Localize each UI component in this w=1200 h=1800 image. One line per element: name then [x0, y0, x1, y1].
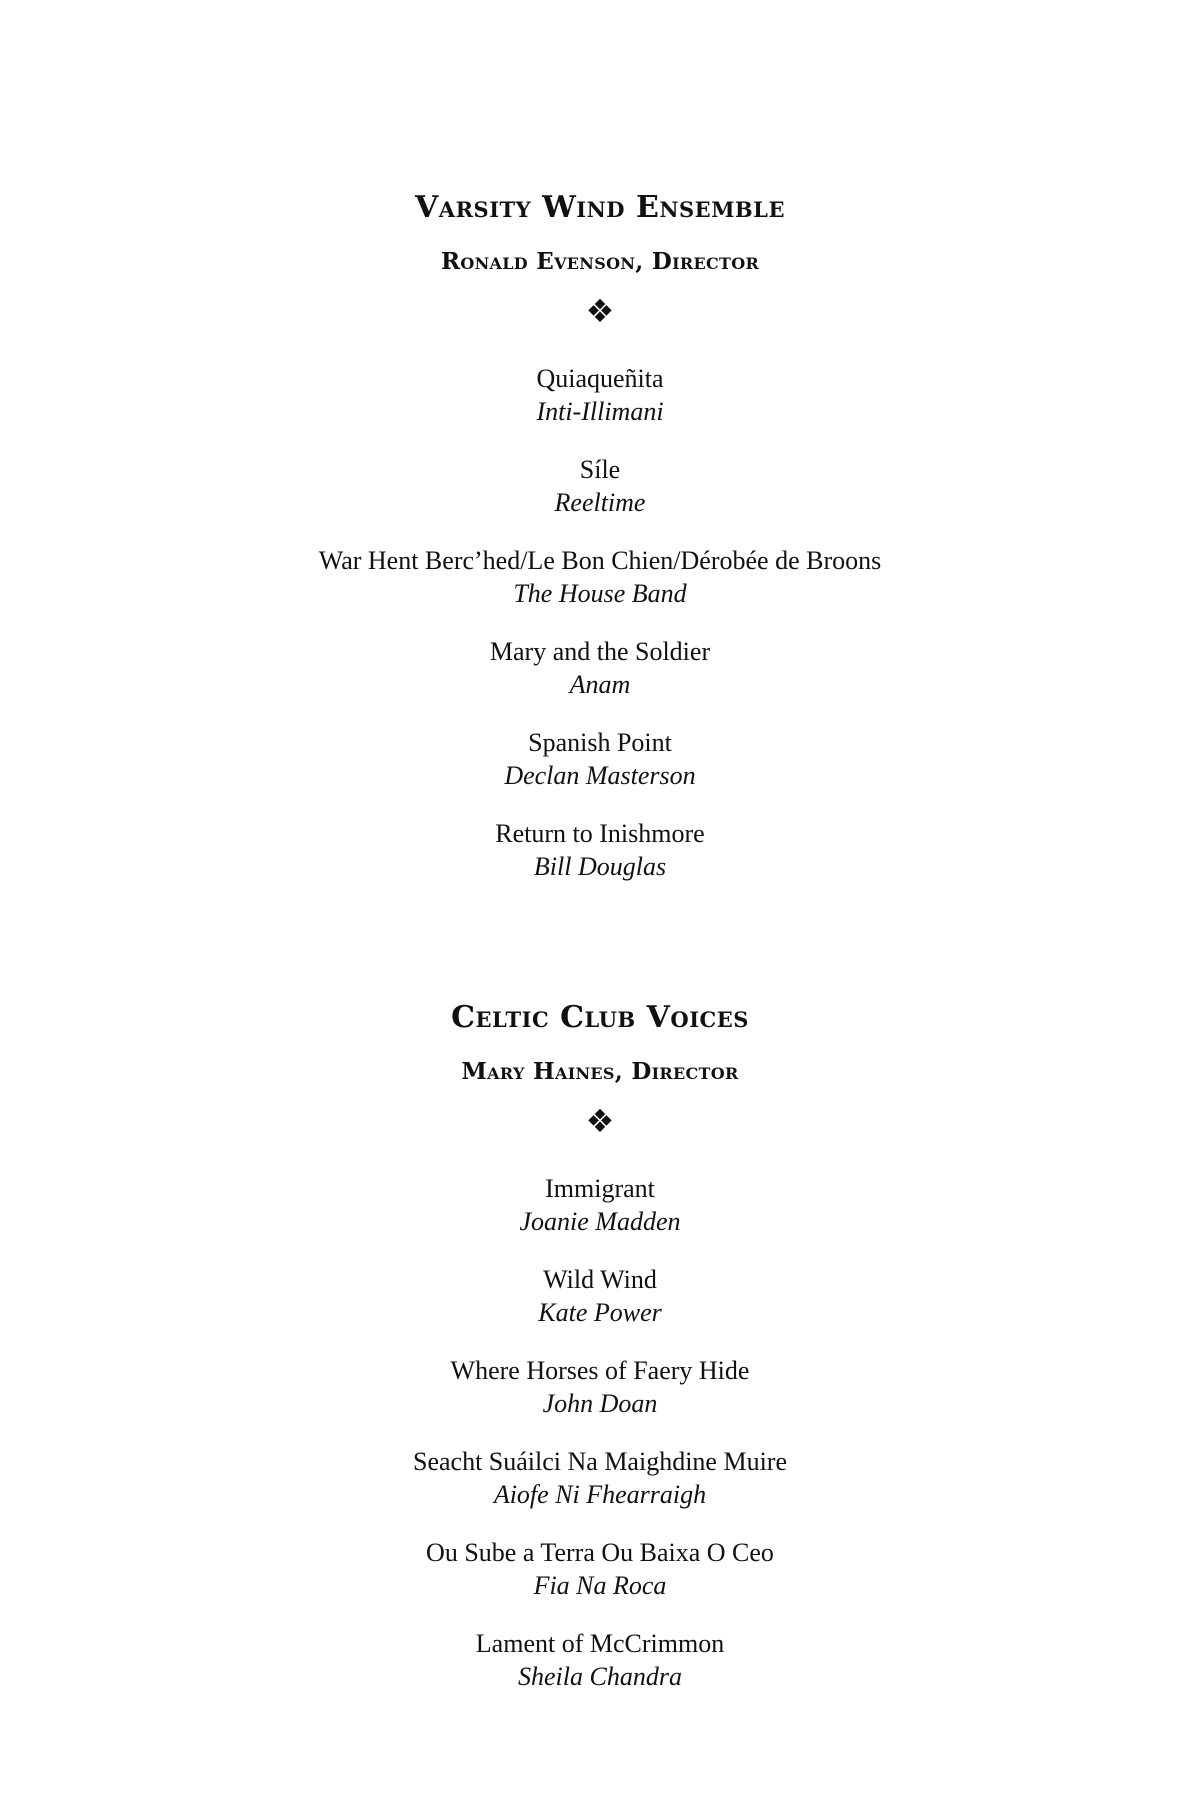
program-item: [0, 635, 1200, 701]
program-item: [0, 544, 1200, 610]
piece-composer: Joanie Madden: [519, 1207, 681, 1236]
diamond-ornament-icon: ❖: [585, 292, 615, 330]
ensemble-director: Mary Haines, Director: [461, 1058, 739, 1085]
program-item: [0, 1536, 1200, 1602]
piece-title: Lament of McCrimmon: [475, 1629, 725, 1658]
diamond-ornament-icon: ❖: [585, 1102, 615, 1140]
piece-title: Wild Wind: [543, 1265, 657, 1294]
program-item: [0, 726, 1200, 792]
piece-title: War Hent Berc’hed/Le Bon Chien/Dérobée de Broons: [318, 546, 882, 575]
program-item: [0, 817, 1200, 883]
piece-title: Seacht Suáilci Na Maighdine Muire: [412, 1447, 788, 1476]
program-item: [0, 453, 1200, 519]
piece-composer: Aiofe Ni Fhearraigh: [493, 1480, 707, 1509]
piece-title: Immigrant: [545, 1174, 655, 1203]
piece-composer: Kate Power: [538, 1298, 662, 1327]
piece-composer: Declan Masterson: [504, 761, 696, 790]
piece-composer: Bill Douglas: [533, 852, 667, 881]
ensemble-title: Varsity Wind Ensemble: [415, 190, 785, 225]
piece-composer: Reeltime: [554, 488, 646, 517]
piece-composer: Anam: [569, 670, 631, 699]
program-item: [0, 1627, 1200, 1693]
piece-title: Ou Sube a Terra Ou Baixa O Ceo: [426, 1538, 774, 1567]
piece-title: Síle: [579, 455, 621, 484]
piece-title: Where Horses of Faery Hide: [450, 1356, 750, 1385]
program-item: [0, 1445, 1200, 1511]
piece-title: Mary and the Soldier: [489, 637, 711, 666]
piece-composer: John Doan: [542, 1389, 658, 1418]
piece-composer: Inti-Illimani: [536, 397, 664, 426]
ensemble-title: Celtic Club Voices: [451, 1000, 749, 1035]
program-item: [0, 362, 1200, 428]
ensemble-section: [0, 190, 1200, 908]
piece-title: Spanish Point: [528, 728, 672, 757]
piece-composer: The House Band: [513, 579, 687, 608]
program-item: [0, 1172, 1200, 1238]
program-list: [0, 362, 1200, 883]
program-item: [0, 1354, 1200, 1420]
piece-composer: Sheila Chandra: [518, 1662, 682, 1691]
piece-title: Quiaqueñita: [536, 364, 664, 393]
ensemble-director: Ronald Evenson, Director: [440, 248, 760, 275]
piece-title: Return to Inishmore: [495, 819, 705, 848]
piece-composer: Fia Na Roca: [533, 1571, 667, 1600]
ensemble-section: [0, 1000, 1200, 1718]
program-list: [0, 1172, 1200, 1693]
program-item: [0, 1263, 1200, 1329]
